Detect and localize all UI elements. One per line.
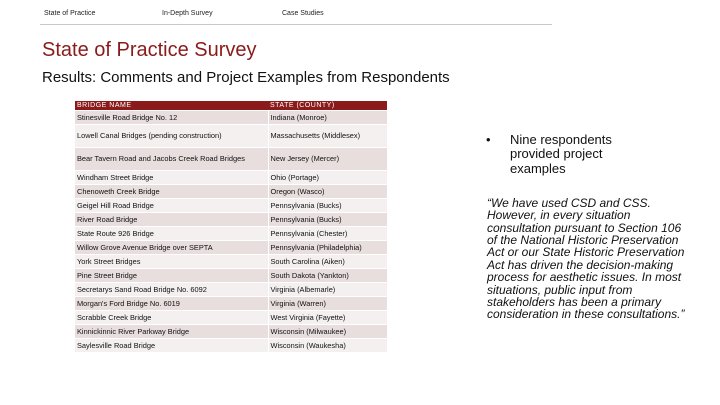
state-county-cell: Pennsylvania (Philadelphia) bbox=[268, 241, 387, 255]
bullet-text: Nine respondents provided project examples bbox=[510, 132, 612, 176]
state-county-cell: Pennsylvania (Bucks) bbox=[268, 213, 387, 227]
table-row bbox=[75, 325, 387, 339]
state-county-cell: Virginia (Albemarle) bbox=[268, 283, 387, 297]
state-county-cell: Ohio (Portage) bbox=[268, 171, 387, 185]
state-county-cell: Wisconsin (Milwaukee) bbox=[268, 325, 387, 339]
table-header-row bbox=[75, 101, 387, 111]
table-row bbox=[75, 227, 387, 241]
bridge-name-cell: Secretarys Sand Road Bridge No. 6092 bbox=[75, 283, 268, 297]
respondent-quote: “We have used CSD and CSS. However, in every situation consultation pursuant to Section 106 of the National Historic Preservation Act or our State Historic Preservation Act has driven the decision-making process for aesthetic issues. In most situations, public input from stakeholders has been a primary consideration in these consultations.” bbox=[487, 196, 685, 322]
table-row bbox=[75, 125, 387, 148]
page-subtitle: Results: Comments and Project Examples from Respondents bbox=[42, 69, 450, 86]
bridge-table bbox=[75, 101, 387, 353]
state-county-cell: Pennsylvania (Bucks) bbox=[268, 199, 387, 213]
table-row bbox=[75, 185, 387, 199]
state-county-cell: South Dakota (Yankton) bbox=[268, 269, 387, 283]
page-title: State of Practice Survey bbox=[42, 39, 257, 61]
state-county-cell: Massachusetts (Middlesex) bbox=[268, 125, 387, 148]
state-county-cell: West Virginia (Fayette) bbox=[268, 311, 387, 325]
bridge-name-cell: State Route 926 Bridge bbox=[75, 227, 268, 241]
header-state-county: STATE (COUNTY) bbox=[268, 101, 387, 111]
bridge-name-cell: Kinnickinnic River Parkway Bridge bbox=[75, 325, 268, 339]
table-row bbox=[75, 213, 387, 227]
table-body bbox=[75, 111, 387, 353]
state-county-cell: Wisconsin (Waukesha) bbox=[268, 339, 387, 353]
bridge-name-cell: Scrabble Creek Bridge bbox=[75, 311, 268, 325]
nav-in-depth-survey[interactable]: In-Depth Survey bbox=[162, 10, 213, 17]
bridge-name-cell: Chenoweth Creek Bridge bbox=[75, 185, 268, 199]
bridge-name-cell: Pine Street Bridge bbox=[75, 269, 268, 283]
nav-divider bbox=[40, 24, 552, 25]
table-row bbox=[75, 111, 387, 125]
table-row bbox=[75, 199, 387, 213]
table-row bbox=[75, 339, 387, 353]
bridge-name-cell: Lowell Canal Bridges (pending construction) bbox=[75, 125, 268, 148]
bridge-name-cell: Morgan's Ford Bridge No. 6019 bbox=[75, 297, 268, 311]
table-row bbox=[75, 311, 387, 325]
bridge-name-cell: Windham Street Bridge bbox=[75, 171, 268, 185]
state-county-cell: Indiana (Monroe) bbox=[268, 111, 387, 125]
bridge-name-cell: Geigel Hill Road Bridge bbox=[75, 199, 268, 213]
bridge-name-cell: York Street Bridges bbox=[75, 255, 268, 269]
table-row bbox=[75, 241, 387, 255]
table-row bbox=[75, 255, 387, 269]
table-row bbox=[75, 171, 387, 185]
bridge-name-cell: Bear Tavern Road and Jacobs Creek Road Bridges bbox=[75, 148, 268, 171]
table-row bbox=[75, 283, 387, 297]
nav-state-of-practice[interactable]: State of Practice bbox=[44, 10, 96, 17]
top-nav bbox=[0, 0, 720, 30]
state-county-cell: Pennsylvania (Chester) bbox=[268, 227, 387, 241]
state-county-cell: New Jersey (Mercer) bbox=[268, 148, 387, 171]
nav-case-studies[interactable]: Case Studies bbox=[282, 10, 324, 17]
bridge-name-cell: Willow Grove Avenue Bridge over SEPTA bbox=[75, 241, 268, 255]
bridge-name-cell: Stinesville Road Bridge No. 12 bbox=[75, 111, 268, 125]
state-county-cell: Oregon (Wasco) bbox=[268, 185, 387, 199]
bridge-name-cell: River Road Bridge bbox=[75, 213, 268, 227]
table-row bbox=[75, 269, 387, 283]
header-bridge-name: BRIDGE NAME bbox=[75, 101, 268, 111]
table-row bbox=[75, 148, 387, 171]
state-county-cell: Virginia (Warren) bbox=[268, 297, 387, 311]
bridge-name-cell: Saylesville Road Bridge bbox=[75, 339, 268, 353]
bullet-dot: • bbox=[486, 132, 491, 147]
state-county-cell: South Carolina (Aiken) bbox=[268, 255, 387, 269]
table-row bbox=[75, 297, 387, 311]
